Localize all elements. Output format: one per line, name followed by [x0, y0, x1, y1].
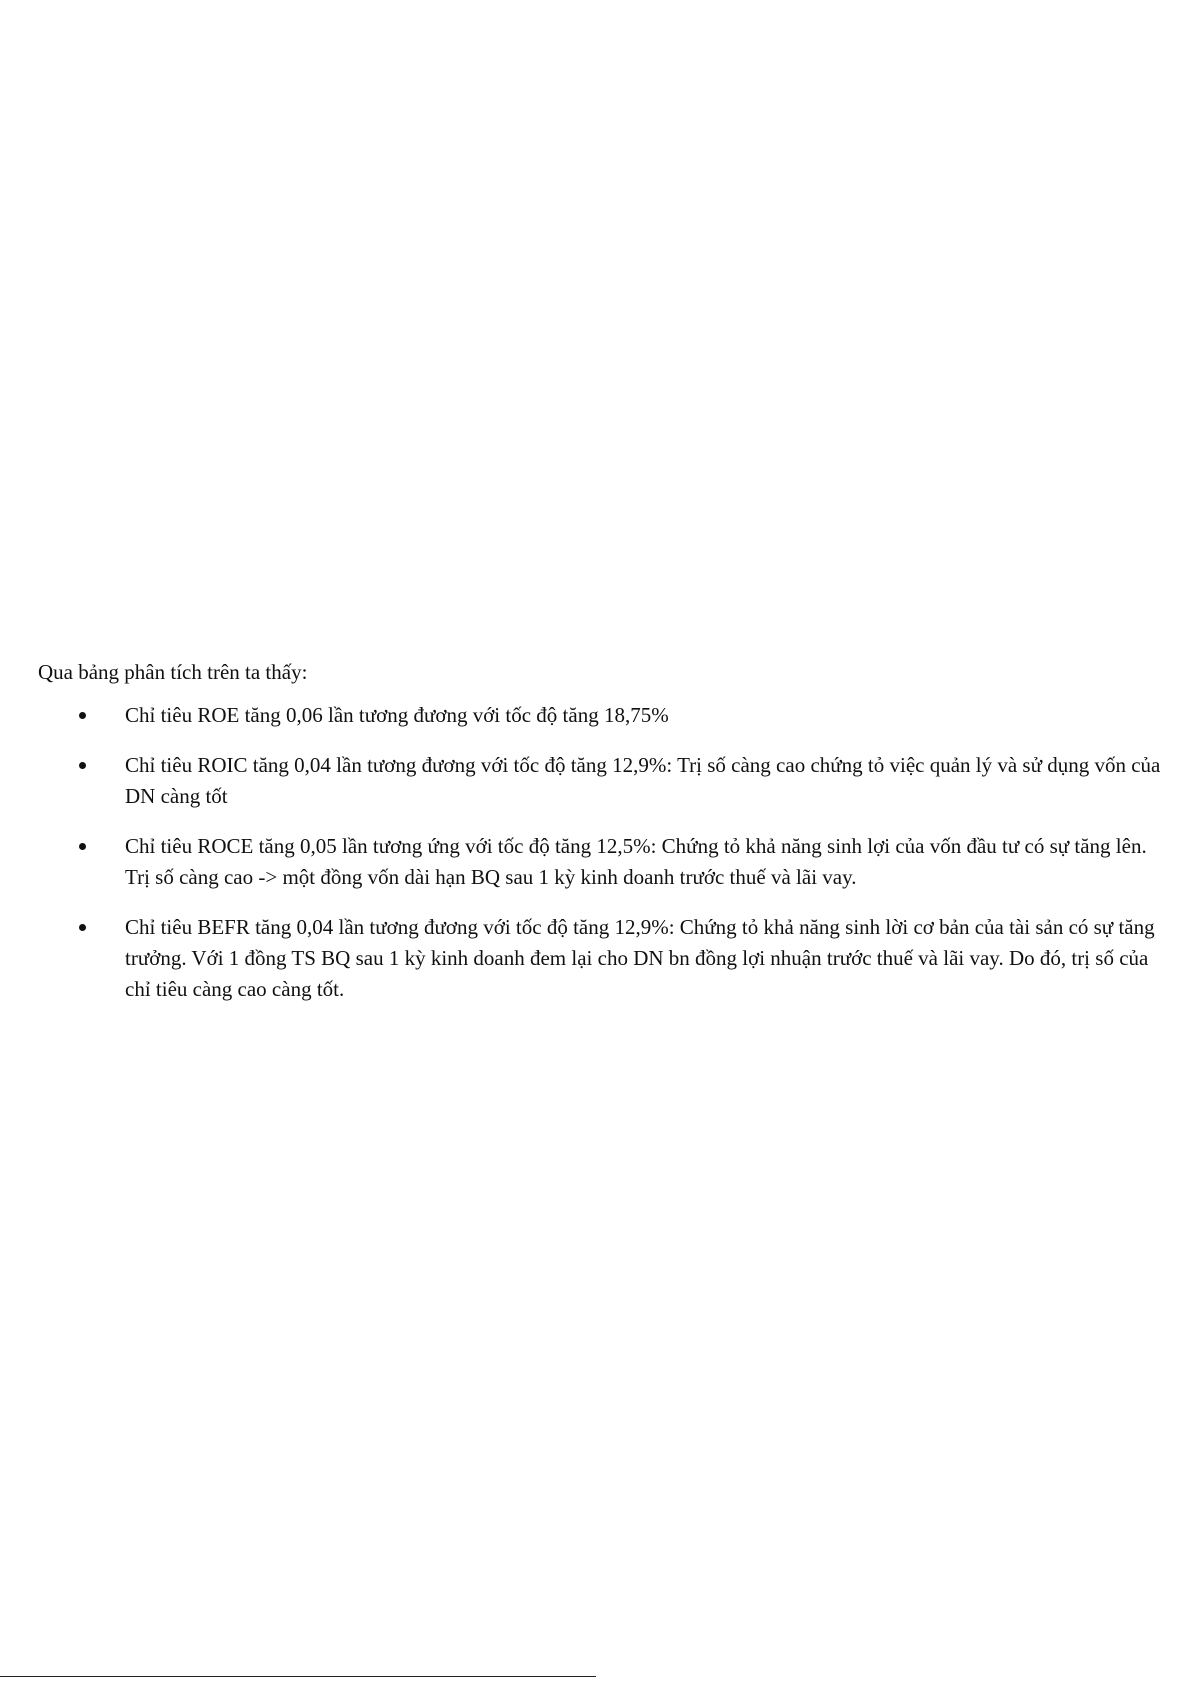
list-item-roce [38, 831, 1168, 893]
list-item-text: Chỉ tiêu BEFR tăng 0,04 lần tương đương với tốc độ tăng 12,9%: Chứng tỏ khả năng sinh lời cơ bản của tài sản có sự tăng trưởng. Với 1 đồng TS BQ sau 1 kỳ kinh doanh đem lại cho DN bn đồng lợi nhuận trước thuế và lãi vay. Do đó, trị số của chỉ tiêu càng cao càng tốt. [125, 915, 1155, 1001]
list-item-befr [38, 912, 1168, 1005]
intro-paragraph: Qua bảng phân tích trên ta thấy: [38, 660, 308, 684]
list-item-roe [38, 700, 1168, 731]
bullet-icon [79, 712, 86, 719]
bullet-icon [79, 762, 86, 769]
findings-list [38, 700, 1168, 1005]
list-item-text: Chỉ tiêu ROCE tăng 0,05 lần tương ứng với tốc độ tăng 12,5%: Chứng tỏ khả năng sinh lợi của vốn đầu tư có sự tăng lên. Trị số càng cao -> một đồng vốn dài hạn BQ sau 1 kỳ kinh doanh trước thuế và lãi vay. [125, 834, 1147, 889]
footnote-separator [0, 1676, 596, 1677]
analysis-section [38, 658, 1168, 1024]
bullet-icon [79, 843, 86, 850]
list-item-text: Chỉ tiêu ROE tăng 0,06 lần tương đương với tốc độ tăng 18,75% [125, 703, 669, 727]
list-item-roic [38, 750, 1168, 812]
list-item-text: Chỉ tiêu ROIC tăng 0,04 lần tương đương với tốc độ tăng 12,9%: Trị số càng cao chứng tỏ việc quản lý và sử dụng vốn của DN càng tốt [125, 753, 1161, 808]
bullet-icon [79, 924, 86, 931]
